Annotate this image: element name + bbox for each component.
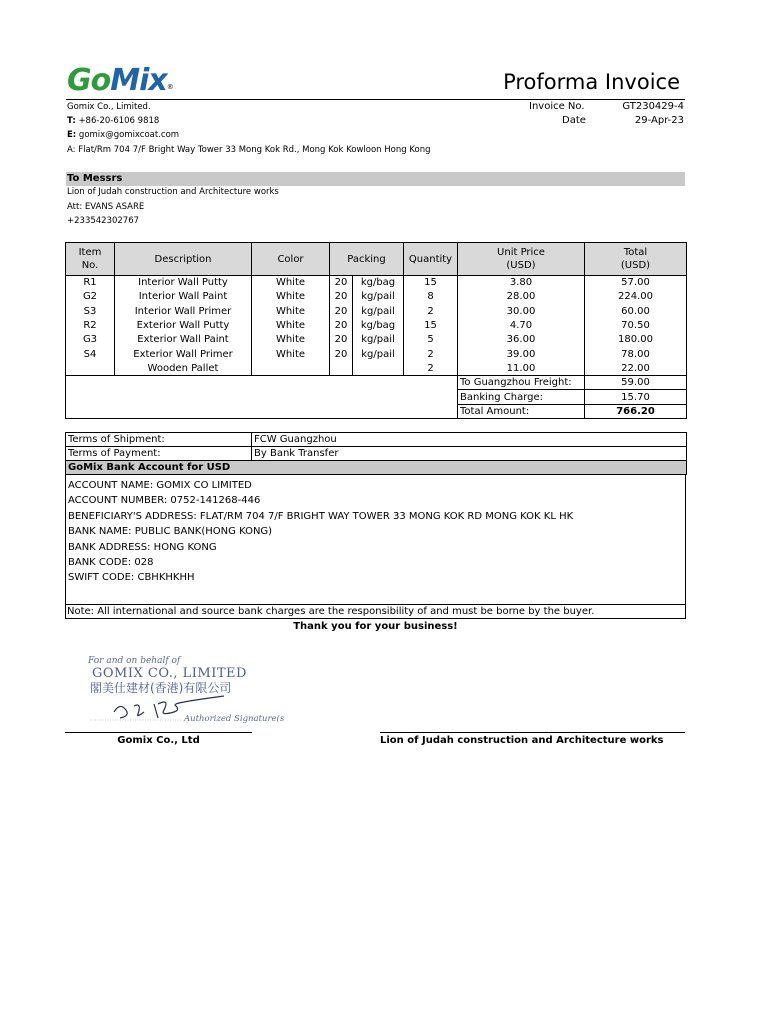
company-stamp [84, 650, 284, 728]
cell-item: R1 [66, 276, 115, 290]
cell-total: 78.00 [585, 347, 687, 361]
header-description: Description [115, 243, 252, 276]
bank-code: BANK CODE: 028 [68, 557, 154, 569]
header-quantity: Quantity [404, 243, 458, 276]
cell-quantity: 8 [404, 290, 458, 304]
bank-account-number: ACCOUNT NUMBER: 0752-141268-446 [68, 495, 261, 507]
cell-quantity: 2 [404, 361, 458, 375]
company-address: A: Flat/Rm 704 7/F Bright Way Tower 33 Mong Kok Rd., Mong Kok Kowloon Hong Kong [67, 145, 431, 155]
cell-pack-qty: 20 [330, 276, 353, 290]
cell-unit-price: 4.70 [458, 318, 585, 332]
cell-quantity: 15 [404, 318, 458, 332]
table-header-row [66, 243, 687, 276]
cell-item [66, 361, 115, 375]
bank-heading-row [66, 461, 687, 475]
cell-total: 22.00 [585, 361, 687, 375]
total-row [66, 404, 687, 418]
table-row [66, 276, 687, 290]
header-divider [66, 99, 685, 100]
bank-charges-note: Note: All international and source bank charges are the responsibility of and must be borne by the buyer. [65, 604, 686, 619]
payment-label: Terms of Payment: [66, 447, 252, 461]
logo-registered-mark: ® [166, 83, 173, 91]
bank-heading: GoMix Bank Account for USD [66, 461, 687, 475]
freight-label: To Guangzhou Freight: [458, 376, 585, 390]
cell-description: Interior Wall Primer [115, 304, 252, 318]
logo-mix-text: Mix [110, 63, 167, 98]
phone-label: T: [67, 116, 76, 126]
seller-signature-label: Gomix Co., Ltd [117, 735, 200, 746]
shipment-label: Terms of Shipment: [66, 433, 252, 447]
company-email [67, 128, 179, 142]
cell-total: 60.00 [585, 304, 687, 318]
buyer-signature-line [380, 732, 685, 733]
cell-item: G2 [66, 290, 115, 304]
cell-description: Exterior Wall Primer [115, 347, 252, 361]
cell-pack-qty: 20 [330, 304, 353, 318]
header-color: Color [252, 243, 330, 276]
cell-description: Interior Wall Paint [115, 290, 252, 304]
bank-charge-value: 15.70 [585, 390, 687, 404]
bank-charge-spacer [66, 390, 458, 404]
cell-unit-price: 36.00 [458, 333, 585, 347]
shipment-value: FCW Guangzhou [252, 433, 687, 447]
table-row [66, 361, 687, 375]
cell-color [252, 361, 330, 375]
stamp-graphic [84, 650, 284, 728]
table-row [66, 318, 687, 332]
email-value: gomix@gomixcoat.com [78, 130, 180, 140]
bank-name: BANK NAME: PUBLIC BANK(HONG KONG) [68, 526, 273, 538]
header-unit-price: Unit Price (USD) [458, 243, 585, 276]
cell-unit-price: 11.00 [458, 361, 585, 375]
header-packing: Packing [330, 243, 404, 276]
cell-pack-qty: 20 [330, 347, 353, 361]
total-label: Total Amount: [458, 404, 585, 418]
table-row [66, 290, 687, 304]
shipment-row [66, 433, 687, 447]
company-phone [67, 114, 159, 128]
cell-pack-qty: 20 [330, 333, 353, 347]
payment-row [66, 447, 687, 461]
bank-charge-row [66, 390, 687, 404]
bank-account-name: ACCOUNT NAME: GOMIX CO LIMITED [68, 480, 252, 491]
cell-quantity: 2 [404, 347, 458, 361]
recipient-phone: +233542302767 [67, 216, 140, 226]
company-name: Gomix Co., Limited. [67, 102, 151, 112]
bank-swift-code: SWIFT CODE: CBHKHKHH [68, 572, 195, 584]
cell-description: Interior Wall Putty [115, 276, 252, 290]
stamp-line4: Authorized Signature(s) [184, 714, 284, 724]
cell-item: G3 [66, 333, 115, 347]
cell-unit-price: 3.80 [458, 276, 585, 290]
bank-details-box [65, 475, 686, 619]
invoice-no-value: GT230429-4 [622, 101, 684, 112]
invoice-no-label: Invoice No. [529, 101, 585, 112]
document-title: Proforma Invoice [503, 70, 680, 94]
header-total: Total (USD) [585, 243, 687, 276]
cell-quantity: 5 [404, 333, 458, 347]
cell-pack-unit: kg/pail [353, 347, 404, 361]
cell-total: 70.50 [585, 318, 687, 332]
payment-value: By Bank Transfer [252, 447, 687, 461]
cell-item: R2 [66, 318, 115, 332]
terms-table [65, 432, 687, 475]
cell-pack-qty [330, 361, 353, 375]
stamp-line1: For and on behalf of [88, 656, 181, 666]
cell-pack-qty: 20 [330, 290, 353, 304]
table-row [66, 304, 687, 318]
cell-total: 180.00 [585, 333, 687, 347]
email-label: E: [67, 130, 77, 140]
bank-charge-label: Banking Charge: [458, 390, 585, 404]
cell-color: White [252, 347, 330, 361]
cell-item: S3 [66, 304, 115, 318]
cell-pack-unit: kg/pail [353, 290, 404, 304]
recipient-attention: Att: EVANS ASARE [67, 202, 145, 212]
buyer-signature-label: Lion of Judah construction and Architecture works [380, 735, 664, 746]
cell-color: White [252, 318, 330, 332]
cell-color: White [252, 290, 330, 304]
to-messrs-heading: To Messrs [66, 172, 685, 186]
cell-color: White [252, 276, 330, 290]
cell-unit-price: 39.00 [458, 347, 585, 361]
header-item-no: Item No. [66, 243, 115, 276]
table-row [66, 347, 687, 361]
cell-description: Exterior Wall Paint [115, 333, 252, 347]
phone-value: +86-20-6106 9818 [78, 116, 160, 126]
cell-quantity: 2 [404, 304, 458, 318]
gomix-logo [67, 64, 173, 98]
invoice-date-value: 29-Apr-23 [634, 115, 684, 126]
seller-signature-line [65, 732, 252, 733]
cell-color: White [252, 304, 330, 318]
cell-color: White [252, 333, 330, 347]
cell-pack-unit [353, 361, 404, 375]
cell-total: 224.00 [585, 290, 687, 304]
recipient-name: Lion of Judah construction and Architecture works [67, 187, 279, 197]
stamp-line2: GOMIX CO., LIMITED [92, 666, 247, 681]
cell-pack-unit: kg/pail [353, 333, 404, 347]
cell-description: Wooden Pallet [115, 361, 252, 375]
cell-total: 57.00 [585, 276, 687, 290]
logo-go-text: Go [67, 63, 111, 98]
cell-unit-price: 30.00 [458, 304, 585, 318]
cell-pack-unit: kg/bag [353, 276, 404, 290]
cell-unit-price: 28.00 [458, 290, 585, 304]
bank-beneficiary-address: BENEFICIARY'S ADDRESS: FLAT/RM 704 7/F BRIGHT WAY TOWER 33 MONG KOK RD MONG KOK KL HK [68, 510, 574, 522]
invoice-date-label: Date [562, 115, 586, 126]
freight-row [66, 376, 687, 390]
stamp-line3: 閣美仕建材(香港)有限公司 [90, 681, 232, 695]
total-value: 766.20 [585, 404, 687, 418]
cell-pack-unit: kg/bag [353, 318, 404, 332]
cell-quantity: 15 [404, 276, 458, 290]
cell-item: S4 [66, 347, 115, 361]
total-spacer [66, 404, 458, 418]
thank-you-text: Thank you for your business! [293, 621, 458, 632]
cell-pack-unit: kg/pail [353, 304, 404, 318]
cell-description: Exterior Wall Putty [115, 318, 252, 332]
table-row [66, 333, 687, 347]
bank-address: BANK ADDRESS: HONG KONG [68, 541, 217, 553]
freight-value: 59.00 [585, 376, 687, 390]
cell-pack-qty: 20 [330, 318, 353, 332]
freight-spacer [66, 376, 458, 390]
items-table [65, 242, 687, 419]
